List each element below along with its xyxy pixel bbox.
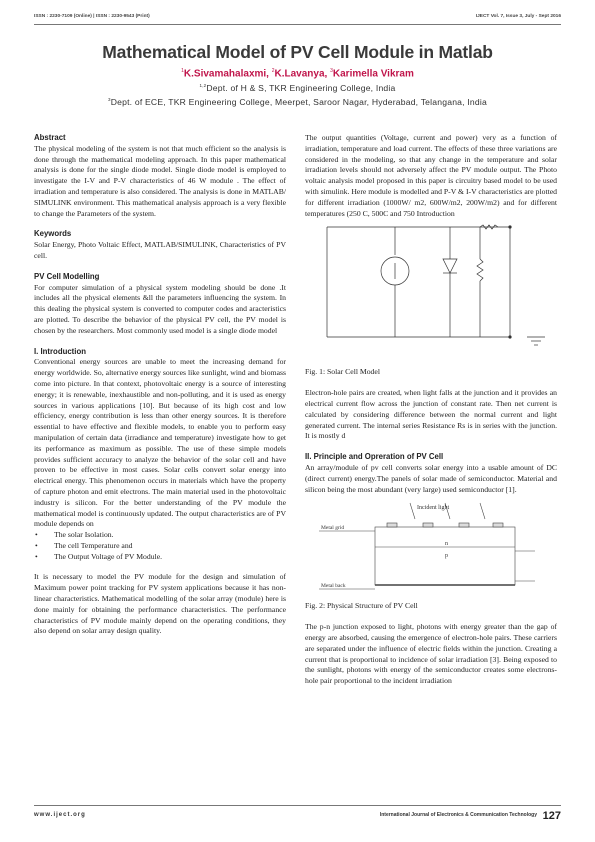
pv-cell-structure-diagram	[305, 501, 557, 601]
abstract-heading: Abstract	[34, 133, 66, 142]
electron-hole-text: Electron-hole pairs are created, when light falls at the junction and it provides an electrical current flow across the junction of constant rate. Then net current is calculated by considering difference between the normal current and light generated current. The internal series Resistance Rs is in series with the junction. It is mostly d	[305, 388, 557, 441]
pv-cell-structure-figure	[305, 501, 557, 601]
pv-modelling-heading: PV Cell Modelling	[34, 271, 100, 281]
author-3-sup: 3	[330, 68, 333, 74]
footer-journal-name: International Journal of Electronics & Communication Technology	[379, 812, 537, 818]
metal-back-label: Metal back	[321, 583, 346, 590]
solar-cell-circuit-diagram	[305, 219, 557, 367]
figure-1-caption: Fig. 1: Solar Cell Model	[305, 367, 380, 377]
affiliation-1	[0, 83, 595, 93]
dependency-list	[34, 530, 286, 562]
author-list	[0, 68, 595, 79]
author-2-sup: 2	[271, 68, 275, 74]
affiliation-1-text: Dept. of H & S, TKR Engineering College, India	[206, 83, 396, 93]
output-quantities-text: The output quantities (Voltage, current and power) very as a function of irradiation, temperature and load current. The effects of these three variations are considered in the modeling, so that any change in the temperature and solar irradiation levels should not adversely affect the PV module output. The Photo voltaic analysis model proposed in this paper is circuitry based model to be used with simulink. Here module is modelled and P-V & I-V characteristics are plotted for different irradiation (1000W/ m2, 600W/m2, 200W/m2) and for different temperatures (250 C, 500C and 750 Introduction	[305, 133, 557, 218]
page-number: 127	[542, 810, 561, 822]
figure-2-caption: Fig. 2: Physical Structure of PV Cell	[305, 601, 418, 611]
header-rule	[34, 24, 561, 25]
author-1-name: K.Sivamahalaxmi,	[183, 68, 269, 80]
keywords-text: Solar Energy, Photo Voltaic Effect, MATLAB/SIMULINK, Characteristics of PV cell.	[34, 240, 286, 260]
solar-cell-model-figure	[305, 219, 557, 367]
incident-light-label: Incident light	[417, 505, 450, 512]
author-2-name: K.Lavanya,	[274, 68, 328, 80]
n-layer-label: n	[445, 541, 448, 548]
right-column	[305, 133, 557, 687]
pv-modelling-text: For computer simulation of a physical system modeling should be done .It includes all the physical elements &ll the parameters influencing the system. In this dealing the physical system is converted to computer codes and aracteristics are plotted. To describe the behavior of the physical PV cell, the PV model is chosen by the researchers. Most commonly used model is a single diode model	[34, 282, 286, 335]
principle-text: An array/module of pv cell converts solar energy into a usable amount of DC (direct current) energy.The panels of solar made of semiconductor. Material and silicon being the most abundant (very large) used semiconductor [1].	[305, 462, 557, 494]
paper-title: Mathematical Model of PV Cell Module in Matlab	[102, 42, 493, 62]
list-item: • The cell Temperature and	[34, 541, 286, 552]
affiliation-2	[0, 97, 595, 107]
list-item: • The solar Isolation.	[34, 530, 286, 541]
left-column	[34, 133, 286, 637]
header-issn: ISSN : 2230-7109 (Online) | ISSN : 2230-9543 (Print)	[34, 14, 150, 19]
introduction-heading: I. Introduction	[34, 346, 86, 356]
abstract-text: The physical modeling of the system is not that much efficient so the analysis is done through the mathematical modeling approach. In this paper mathematical analysis is done for the single diode model. Single diode model is employed to investigate the I-V and P-V characteristics of 46 W module . The effect of irradiation and temperature is also considered. The analysis is done in MATLAB/ SIMULINK environment. This mathematical analysis approach is a very flexible to change the Parameters of the system.	[34, 143, 286, 218]
metal-grid-label: Metal grid	[321, 525, 345, 532]
header-journal-issue: IJECT Vol. 7, Issue 3, July - Sept 2016	[475, 14, 561, 19]
affiliation-1-sup: 1,2	[199, 83, 207, 89]
section-2-heading: II. Principle and Opreration of PV Cell	[305, 452, 444, 462]
affiliation-2-text: Dept. of ECE, TKR Engineering College, Meerpet, Saroor Nagar, Hyderabad, Telangana, India	[110, 97, 487, 107]
footer-rule	[34, 805, 561, 806]
p-layer-label: p	[445, 553, 448, 560]
author-1-sup: 1	[181, 68, 184, 74]
introduction-text: Conventional energy sources are unable to meet the increasing demand for energy worldwide. So, alternative energy sources like sunlight, wind and biomass come into picture. In that context, photovoltaic energy is a source of interesting energy; it is renewable, inexhaustible and non-polluting, and it is used as energy sources in various applications [10]. But because of its high cost and low efficiency, energy contribution is less than other energy sources. It is therefore essential to have effective and flexible models, to enable you to perform easy manipulation of certain data (irradiance and temperature) investigate how to get its performance as maximum as possible. The use of these simple models provides sufficient accuracy to analyze the behavior of the solar cell and have proven to be effective in most cases. Solar cells convert solar energy into electrical energy. This phenomenon occurs in materials which have the property of capture photon and emit electrons. The main material used in the photovoltaic industry is silicon. For the better understanding of the PV module the mathematical model is continuously updated. The output characteristics are of PV module depends on	[34, 357, 286, 529]
pn-junction-text: The p-n junction exposed to light, photons with energy greater than the gap of energy are absorbed, causing the emergence of electron-hole pairs. These carriers are separated under the influence of electric fields within the junction. Creating a current that is proportional to incidence of solar irradiation [3]. Being exposed to the sunlight, photons with energy of the semiconductor creates some electrons-hole pair proportional to the incident irradiation	[305, 622, 557, 686]
footer-website: www.iject.org	[34, 812, 86, 818]
author-3-name: Karimella Vikram	[332, 68, 414, 80]
affiliation-2-sup: 3	[108, 97, 111, 103]
keywords-heading: Keywords	[34, 229, 72, 239]
introduction-text-2: It is necessary to model the PV module for the design and simulation of Maximum power point tracking for PV system applications because it has non-linear characteristics. Mathematical modelling of the solar array (module) here is done mainly for obtaining the performance characteristics. The performance characteristics of PV module mainly depend on the operating conditions, they also depend on solar array design quality.	[34, 572, 286, 636]
list-item: • The Output Voltage of PV Module.	[34, 552, 286, 563]
